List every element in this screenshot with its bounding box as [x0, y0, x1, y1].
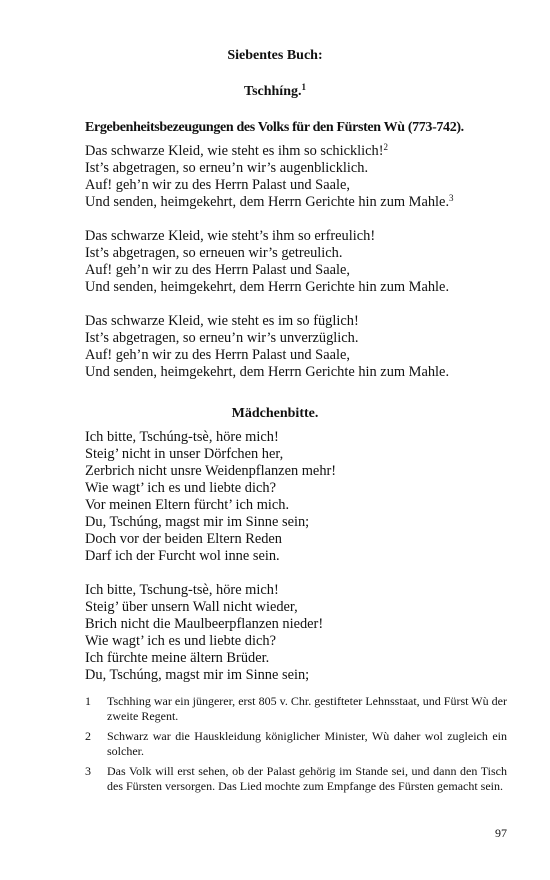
footnote-ref: 1 [301, 82, 306, 92]
stanza [85, 228, 515, 296]
verse-line [85, 177, 515, 194]
verse-line: Das schwarze Kleid, wie steht’s ihm so erfreulich! [85, 228, 376, 244]
verse-line: Ich bitte, Tschung-tsè, höre mich! [85, 582, 279, 598]
verse-line [85, 143, 515, 160]
verse-line: Und senden, heimgekehrt, dem Herrn Gerichte hin zum Mahle. [85, 279, 450, 295]
footnotes [85, 694, 507, 799]
footnote-number: 3 [85, 764, 91, 778]
verse-line: Brich nicht die Maulbeerpflanzen nieder! [85, 616, 324, 632]
verse-line: Und senden, heimgekehrt, dem Herrn Gerichte hin zum Mahle. [85, 364, 450, 380]
verse-text: Auf! geh’n wir zu des Herrn Palast und Saale, [85, 177, 350, 193]
verse-text: Ist’s abgetragen, so erneu’n wir’s augenblicklich. [85, 160, 369, 176]
verse-line: Ist’s abgetragen, so erneu’n wir’s unverzüglich. [85, 330, 359, 346]
footnote [85, 764, 507, 794]
verse-line: Zerbrich nicht unsre Weidenpflanzen mehr! [85, 463, 337, 479]
footnote [85, 729, 507, 759]
stanza [85, 582, 515, 684]
stanza [85, 313, 515, 381]
footnote-text: Schwarz war die Hauskleidung königlicher Minister, Wù daher wol zugleich ein solcher. [107, 729, 507, 758]
section-title [0, 84, 550, 100]
footnote-ref: 2 [383, 142, 389, 152]
verse-line: Auf! geh’n wir zu des Herrn Palast und Saale, [85, 262, 350, 278]
verse-line: Du, Tschúng, magst mir im Sinne sein; [85, 514, 310, 530]
verse-line [85, 194, 515, 211]
verse-line: Darf ich der Furcht wol inne sein. [85, 548, 280, 564]
verse-line: Auf! geh’n wir zu des Herrn Palast und Saale, [85, 347, 350, 363]
verse-line: Wie wagt’ ich es und liebte dich? [85, 480, 276, 496]
poem-heading: Ergebenheitsbezeugungen des Volks für den Fürsten Wù (773-742). [85, 120, 464, 135]
stanza [85, 143, 515, 211]
verse-line: Ist’s abgetragen, so erneuen wir’s getreulich. [85, 245, 343, 261]
stanza [85, 429, 515, 565]
footnote [85, 694, 507, 724]
footnote-ref: 3 [449, 193, 454, 203]
verse-line: Doch vor der beiden Eltern Reden [85, 531, 282, 547]
poem-heading: Mädchenbitte. [231, 406, 319, 421]
verse-line: Vor meinen Eltern fürcht’ ich mich. [85, 497, 290, 513]
verse-line: Das schwarze Kleid, wie steht es im so füglich! [85, 313, 359, 329]
page-number: 97 [495, 826, 507, 840]
verse-line: Ich bitte, Tschúng-tsè, höre mich! [85, 429, 279, 445]
verse-line: Steig’ nicht in unser Dörfchen her, [85, 446, 284, 462]
verse-line: Ich fürchte meine ältern Brüder. [85, 650, 270, 666]
footnote-number: 1 [85, 694, 91, 708]
section-title-text: Tschhíng. [244, 84, 302, 99]
book-title: Siebentes Buch: [227, 48, 323, 63]
footnote-number: 2 [85, 729, 91, 743]
verse-text: Das schwarze Kleid, wie steht es ihm so schicklich! [85, 143, 384, 159]
verse-line: Du, Tschúng, magst mir im Sinne sein; [85, 667, 310, 683]
verse-line [85, 160, 515, 177]
verse-text: Und senden, heimgekehrt, dem Herrn Gerichte hin zum Mahle. [85, 194, 450, 210]
footnote-text: Das Volk will erst sehen, ob der Palast gehörig im Stande sei, und dann den Tisch des Fürsten versorgen. Das Lied mochte zum Empfange des Fürsten gemacht sein. [107, 764, 507, 793]
verse-line: Wie wagt’ ich es und liebte dich? [85, 633, 276, 649]
footnote-text: Tschhing war ein jüngerer, erst 805 v. Chr. gestifteter Lehnsstaat, und Fürst Wù der zweite Regent. [107, 694, 507, 723]
verse-line: Steig’ über unsern Wall nicht wieder, [85, 599, 298, 615]
